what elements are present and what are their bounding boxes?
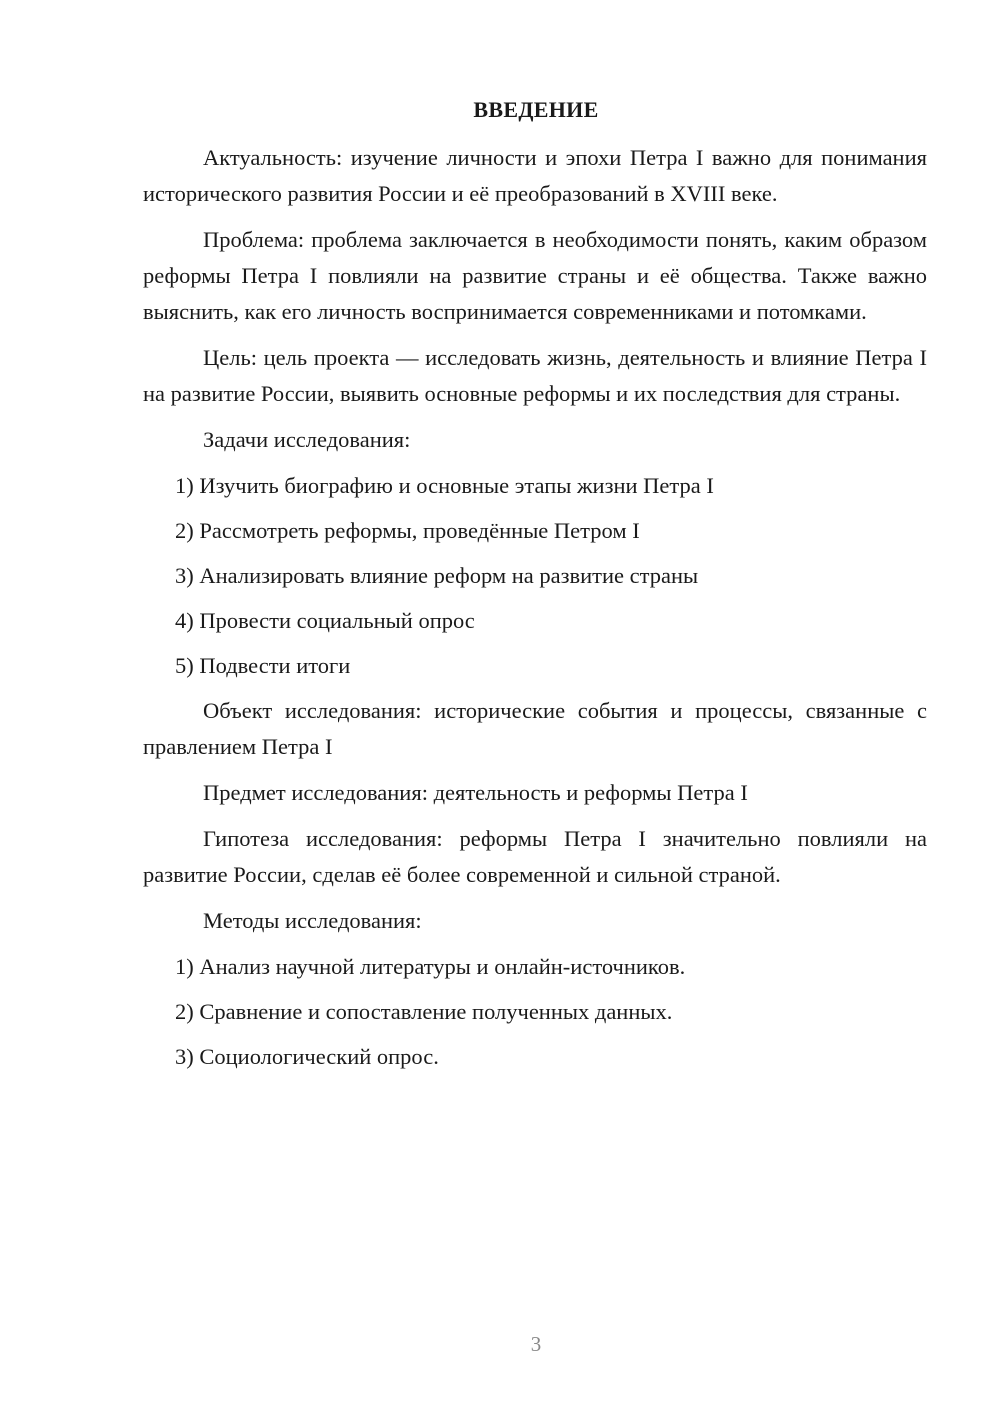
subject-paragraph: Предмет исследования: деятельность и реформы Петра I — [203, 780, 748, 805]
relevance-paragraph: Актуальность: изучение личности и эпохи Петра I важно для понимания исторического развития России и её преобразований в XVIII веке. — [143, 145, 927, 206]
task-item: 1) Изучить биографию и основные этапы жизни Петра I — [175, 473, 714, 498]
page-title: ВВЕДЕНИЕ — [473, 97, 599, 122]
goal-paragraph: Цель: цель проекта — исследовать жизнь, деятельность и влияние Петра I на развитие России, выявить основные реформы и их последствия для страны. — [143, 345, 927, 406]
task-item: 5) Подвести итоги — [175, 653, 351, 678]
task-item: 4) Провести социальный опрос — [175, 608, 475, 633]
object-paragraph: Объект исследования: исторические события и процессы, связанные с правлением Петра I — [143, 698, 927, 759]
document-body — [143, 140, 927, 1084]
page-number: 3 — [530, 1332, 542, 1356]
method-item: 1) Анализ научной литературы и онлайн-источников. — [175, 954, 686, 979]
problem-paragraph: Проблема: проблема заключается в необходимости понять, каким образом реформы Петра I повлияли на развитие страны и её общества. Также важно выяснить, как его личность воспринимается современниками и потомками. — [143, 227, 927, 324]
methods-heading: Методы исследования: — [203, 908, 422, 933]
methods-list — [143, 949, 927, 1075]
hypothesis-paragraph: Гипотеза исследования: реформы Петра I значительно повлияли на развитие России, сделав её более современной и сильной страной. — [143, 826, 927, 887]
method-item: 3) Социологический опрос. — [175, 1044, 439, 1069]
method-item: 2) Сравнение и сопоставление полученных данных. — [175, 999, 673, 1024]
tasks-heading: Задачи исследования: — [203, 427, 411, 452]
task-item: 2) Рассмотреть реформы, проведённые Петром I — [175, 518, 640, 543]
tasks-list — [143, 468, 927, 684]
task-item: 3) Анализировать влияние реформ на развитие страны — [175, 563, 699, 588]
